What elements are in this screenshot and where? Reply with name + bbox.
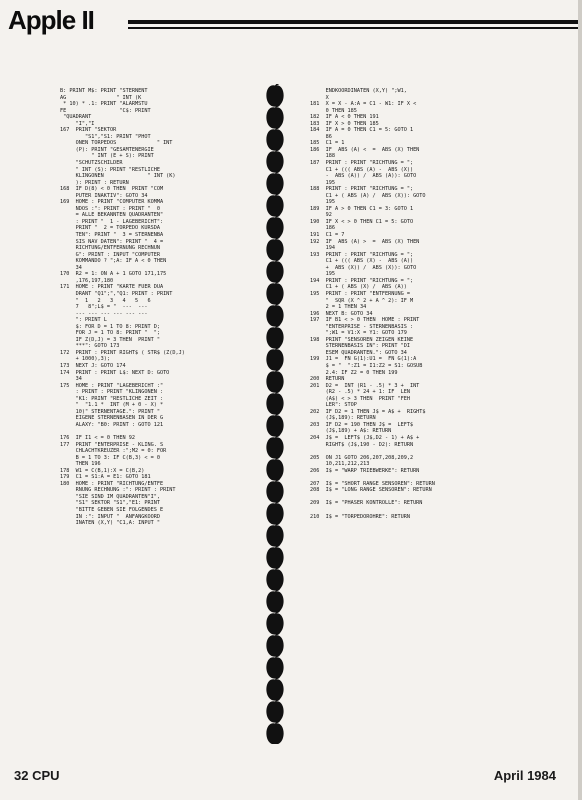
code-line: ESEM QUADRANTEN.": GOTO 34 — [310, 349, 407, 356]
code-line: 204 J$ = LEFT$ (J$,D2 - 1) + A$ + — [310, 434, 420, 441]
code-line: ): PRINT : RETURN — [60, 179, 129, 186]
code-line: ***": GOTO 173 — [60, 343, 120, 350]
code-line: 197 IF B1 < > 0 THEN HOME : PRINT — [310, 317, 420, 324]
issue-date: April 1984 — [493, 768, 556, 783]
code-line: 170 R2 = 1: ON A + 1 GOTO 171,175 — [60, 271, 167, 278]
code-line: SIS NAV DATEN": PRINT " 4 = — [60, 238, 164, 245]
code-line: 92 — [310, 212, 332, 219]
code-line: 191 C1 = 7 — [310, 232, 345, 239]
code-line: 176 IF I1 < = 0 THEN 92 — [60, 434, 135, 441]
code-line: IF Z(D,J) = 3 THEN PRINT " — [60, 336, 160, 343]
code-line: 196 NEXT B: GOTO 34 — [310, 310, 373, 317]
code-line: EIGENE STERNENBASEN IN DER G — [60, 415, 164, 422]
code-line: 188 PRINT : PRINT "RICHTUNG = "; — [310, 186, 414, 193]
apple-logo-icon — [266, 412, 283, 437]
code-line: 192 IF ABS (A) > = ABS (X) THEN — [310, 238, 420, 245]
magazine-header — [8, 6, 94, 34]
apple-logo-icon — [266, 654, 283, 679]
code-line: 189 IF A > 0 THEN C1 = 3: GOTO 1 — [310, 205, 414, 212]
code-line: 205 ON J1 GOTO 206,207,208,209,2 — [310, 454, 414, 461]
code-line: AG " INT (K — [60, 94, 142, 101]
code-line: 180 HOME : PRINT "RICHTUNG/ENTFE — [60, 480, 164, 487]
code-line: B = 1 TO 3: IF C(B,3) < = 0 — [60, 454, 160, 461]
code-line: LER": STOP — [310, 402, 357, 409]
code-line: (R2 - .5) * 24 + 1: IF LEN — [310, 389, 410, 396]
code-line: 7 8";L$ = " --- --- — [60, 304, 148, 311]
code-line: ENDKOORDINATEN (X,Y) ";W1, — [310, 88, 407, 94]
code-line: 195 — [310, 199, 335, 206]
apple-logo-icon — [266, 280, 283, 305]
code-line: 190 IF X < > 0 THEN C1 = 5: GOTO — [310, 218, 414, 225]
code-line: ONEN TORPEDOS " INT — [60, 140, 173, 147]
code-line: * 10) * .1: PRINT "ALARMSTU — [60, 101, 148, 108]
code-line: (A$) < > 3 THEN PRINT "FEH — [310, 395, 410, 402]
code-line: 171 HOME : PRINT "KARTE FUER DUA — [60, 284, 164, 291]
code-line: KOMMANDO ? ";A: IF A < 0 THEN — [60, 258, 167, 265]
code-line: 194 — [310, 245, 335, 252]
apple-logo-icon — [266, 84, 283, 107]
code-line: TEN": PRINT " 3 = STERNENBA — [60, 232, 164, 239]
code-line: C1 + ((( ABS (X) - ABS (A)) — [310, 258, 414, 265]
code-line: 174 PRINT : PRINT L$: NEXT D: GOTO — [60, 369, 170, 376]
code-line: KLINGONEN " INT (K) — [60, 173, 176, 180]
code-line: "K1: PRINT "RESTLICHE ZEIT : — [60, 395, 164, 402]
code-line: 186 — [310, 225, 335, 232]
code-line: : PRINT " 1 - LAGEBERICHT": — [60, 218, 164, 225]
code-line: 202 IF D2 = 1 THEN J$ = A$ + RIGHT$ — [310, 408, 426, 415]
code-line: PUTER INAKTIV": GOTO 34 — [60, 192, 148, 199]
code-line: 173 NEXT J: GOTO 174 — [60, 362, 126, 369]
code-line: --- --- --- --- --- --- — [60, 310, 148, 317]
code-line: - ABS (A)) / ABS (A)): GOTO — [310, 173, 417, 180]
code-line: "ENTERPRISE - STERNENBASIS : — [310, 323, 414, 330]
code-line: 193 PRINT : PRINT "RICHTUNG = "; — [310, 251, 414, 258]
code-line: X — [310, 94, 329, 101]
code-line: + ABS (X)) / ABS (X)): GOTO — [310, 264, 417, 271]
code-line: "SIE SIND IM QUADRANTEN"I", — [60, 493, 160, 500]
code-line: 209 I$ = "PHASER KONTROLLE": RETURN — [310, 500, 423, 507]
apple-logo-icon — [266, 610, 283, 635]
apple-logo-icon — [266, 368, 283, 393]
code-line: RNUNG RECHNUNG :": PRINT : PRINT — [60, 487, 176, 494]
code-line: 207 I$ = "SHORT RANGE SENSOREN": RETURN — [310, 480, 435, 487]
code-line: : PRINT : PRINT "KLINGONEN : — [60, 389, 164, 396]
code-line: 34 — [60, 376, 82, 383]
header-rule-thin — [128, 27, 578, 29]
apple-logo-icon — [266, 544, 283, 569]
code-line: (J$,189) + A$: RETURN — [310, 428, 392, 435]
code-line: " 1 2 3 4 5 6 — [60, 297, 151, 304]
code-line: "BITTE GEBEN SIE FOLGENDES E — [60, 507, 164, 513]
apple-logo-icon — [266, 566, 283, 591]
code-line: STERNENBASIS IN": PRINT "DI — [310, 343, 410, 350]
apple-logo-icon — [266, 632, 283, 657]
code-line: "S1","S1: PRINT "PHOT — [60, 133, 151, 140]
code-line: IN :": INPUT " ANFANGKOORD — [60, 513, 160, 520]
apple-logo-strip — [262, 84, 288, 744]
code-line: ";W1 = V1:X = Y1: GOTO 179 — [310, 330, 407, 337]
code-line: "I","I — [60, 120, 95, 127]
code-line: FE "C$: PRINT — [60, 107, 151, 114]
code-line: 181 X = X - A:A = C1 - W1: IF X < — [310, 101, 417, 108]
apple-logo-icon — [266, 500, 283, 525]
code-line: 10,211,212,213 — [310, 461, 370, 468]
code-line: NDOS :": PRINT : PRINT " 0 — [60, 205, 160, 212]
code-line: 177 PRINT "ENTERPRISE - KLING. S — [60, 441, 164, 448]
code-line: 201 D2 = INT (R1 - .5) * 3 + INT — [310, 382, 420, 389]
code-line: 34 — [60, 264, 82, 271]
code-line: " INT (E + S): PRINT — [60, 153, 154, 160]
code-line: 175 HOME : PRINT "LAGEBERICHT :" — [60, 382, 164, 389]
code-line: 198 PRINT "SENSOREN ZEIGEN KEINE — [310, 336, 414, 343]
apple-logo-icon — [266, 302, 283, 327]
apple-logo-icon — [266, 522, 283, 547]
apple-logo-icon — [266, 192, 283, 217]
code-line: (J$,189): RETURN — [310, 415, 376, 422]
code-line: PRINT " 2 = TORPEDO KURSDA — [60, 225, 160, 232]
code-line: 10)" STERNENTAGE.": PRINT " — [60, 408, 160, 415]
code-line: 210 I$ = "TORPEDOROHRE": RETURN — [310, 513, 410, 520]
apple-logo-icon — [266, 104, 283, 129]
code-line: 182 IF A < 0 THEN 191 — [310, 114, 379, 121]
code-line: CHLACHTKREUZER :";M2 = 0: FOR — [60, 448, 167, 455]
code-line: 169 HOME : PRINT "COMPUTER KOMMA — [60, 199, 164, 206]
code-line: 2.4: IF Z2 = 0 THEN 199 — [310, 369, 398, 376]
code-line: 185 C1 = 1 — [310, 140, 345, 147]
code-line: 168 IF D(8) < 0 THEN PRINT "COM — [60, 186, 164, 193]
code-line: RICHTUNG/ENTFERNUNG RECHNUN — [60, 245, 160, 252]
apple-logo-icon — [266, 698, 283, 723]
apple-logo-icon — [266, 170, 283, 195]
apple-logo-icon — [266, 676, 283, 701]
code-line: FOR J = 1 TO 8: PRINT " "; — [60, 330, 160, 337]
apple-logo-icon — [266, 236, 283, 261]
code-line: C1 + ( ABS (X) / ABS (A)) — [310, 284, 407, 291]
apple-logo-icon — [266, 148, 283, 173]
code-line: 167 PRINT "SEKTOR — [60, 127, 117, 134]
code-column-left — [60, 88, 255, 527]
code-line: ALAXY: "B0: PRINT : GOTO 121 — [60, 421, 164, 428]
code-line: " SQR (X ^ 2 + A ^ 2): IF M — [310, 297, 414, 304]
code-line: 194 PRINT : PRINT "RICHTUNG = "; — [310, 277, 414, 284]
code-line: B: PRINT M$: PRINT "STERNENT — [60, 88, 148, 94]
code-line: G": PRINT : INPUT "COMPUTER — [60, 251, 160, 258]
code-line: C1 + ( ABS (A) / ABS (X)): GOTO — [310, 192, 426, 199]
apple-logo-icon — [266, 214, 283, 239]
code-line: 208 I$ = "LONG RANGE SENSOREN": RETURN — [310, 487, 432, 494]
apple-logo-icon — [266, 126, 283, 151]
code-line: 206 I$ = "WARP TRIEBWERKE": RETURN — [310, 467, 420, 474]
code-column-right — [310, 88, 515, 520]
code-line: INATEN (X,Y) "C1,A: INPUT " — [60, 520, 160, 527]
apple-logo-icon — [266, 456, 283, 481]
code-line: 203 IF D2 = 190 THEN J$ = LEFT$ — [310, 421, 414, 428]
code-line: (P): PRINT "GESAMTENERGIE — [60, 146, 154, 153]
apple-logo-icon — [266, 720, 283, 744]
code-line: 183 IF X > 0 THEN 185 — [310, 120, 379, 127]
section-title: Apple II — [8, 5, 94, 35]
code-line: 199 J1 = FN G(1):U1 = FN G(1):A — [310, 356, 417, 363]
code-line: + 1000),3); — [60, 356, 110, 363]
code-line: "SCHUTZSCHILDER — [60, 160, 123, 167]
code-line: = ALLE BEKANNTEN QUADRANTEN" — [60, 212, 164, 219]
code-line: 195 — [310, 271, 335, 278]
code-line: " INT (S): PRINT "RESTLICHE — [60, 166, 160, 173]
page-edge — [578, 0, 582, 800]
apple-logo-icon — [266, 324, 283, 349]
code-line: $: FOR D = 1 TO 8: PRINT D; — [60, 323, 160, 330]
apple-logo-icon — [266, 588, 283, 613]
code-line: ": PRINT L — [60, 317, 107, 324]
apple-logo-icon — [266, 390, 283, 415]
code-line: ,176,197,180 — [60, 277, 114, 284]
code-line: 86 — [310, 133, 332, 140]
code-line: 186 IF ABS (A) < = ABS (X) THEN — [310, 146, 420, 153]
apple-logo-icon — [266, 346, 283, 371]
code-line: 195 PRINT : PRINT "ENTFERNUNG = — [310, 290, 410, 297]
code-line: 172 PRINT : PRINT RIGHT$ ( STR$ (Z(D,J) — [60, 349, 185, 356]
code-line: 184 IF A = 0 THEN C1 = 5: GOTO 1 — [310, 127, 414, 134]
header-rule — [128, 20, 578, 24]
code-line: "QUADRANT — [60, 114, 92, 121]
code-line: THEN 196 — [60, 461, 101, 468]
page-label: 32 CPU — [14, 768, 60, 783]
code-line: DRANT "Q1";","Q1: PRINT : PRINT — [60, 290, 173, 297]
apple-logo-icon — [266, 258, 283, 283]
code-line: " "1.1 * INT (M + 0 - X) * — [60, 402, 164, 409]
code-line: $ = " ":Z1 = I1:Z2 = S1: GOSUB — [310, 362, 423, 369]
code-line: 195 — [310, 179, 335, 186]
code-line: 178 W1 = C(B,1):X = C(B,2) — [60, 467, 145, 474]
apple-logo-icon — [266, 434, 283, 459]
code-line: 0 THEN 185 — [310, 107, 357, 114]
apple-logo-icon — [266, 478, 283, 503]
code-line: "S1" SEKTOR "S1","E1: PRINT — [60, 500, 160, 507]
code-line: RIGHT$ (J$,190 - D2): RETURN — [310, 441, 414, 448]
code-line: 188 — [310, 153, 335, 160]
code-line: 200 RETURN — [310, 376, 345, 383]
code-line: 179 C1 = S1:A = E1: GOTO 181 — [60, 474, 151, 481]
code-line: 2 = 1 THEN 34 — [310, 304, 367, 311]
code-line: C1 + ((( ABS (A) - ABS (X)) — [310, 166, 414, 173]
code-line: 187 PRINT : PRINT "RICHTUNG = "; — [310, 160, 414, 167]
